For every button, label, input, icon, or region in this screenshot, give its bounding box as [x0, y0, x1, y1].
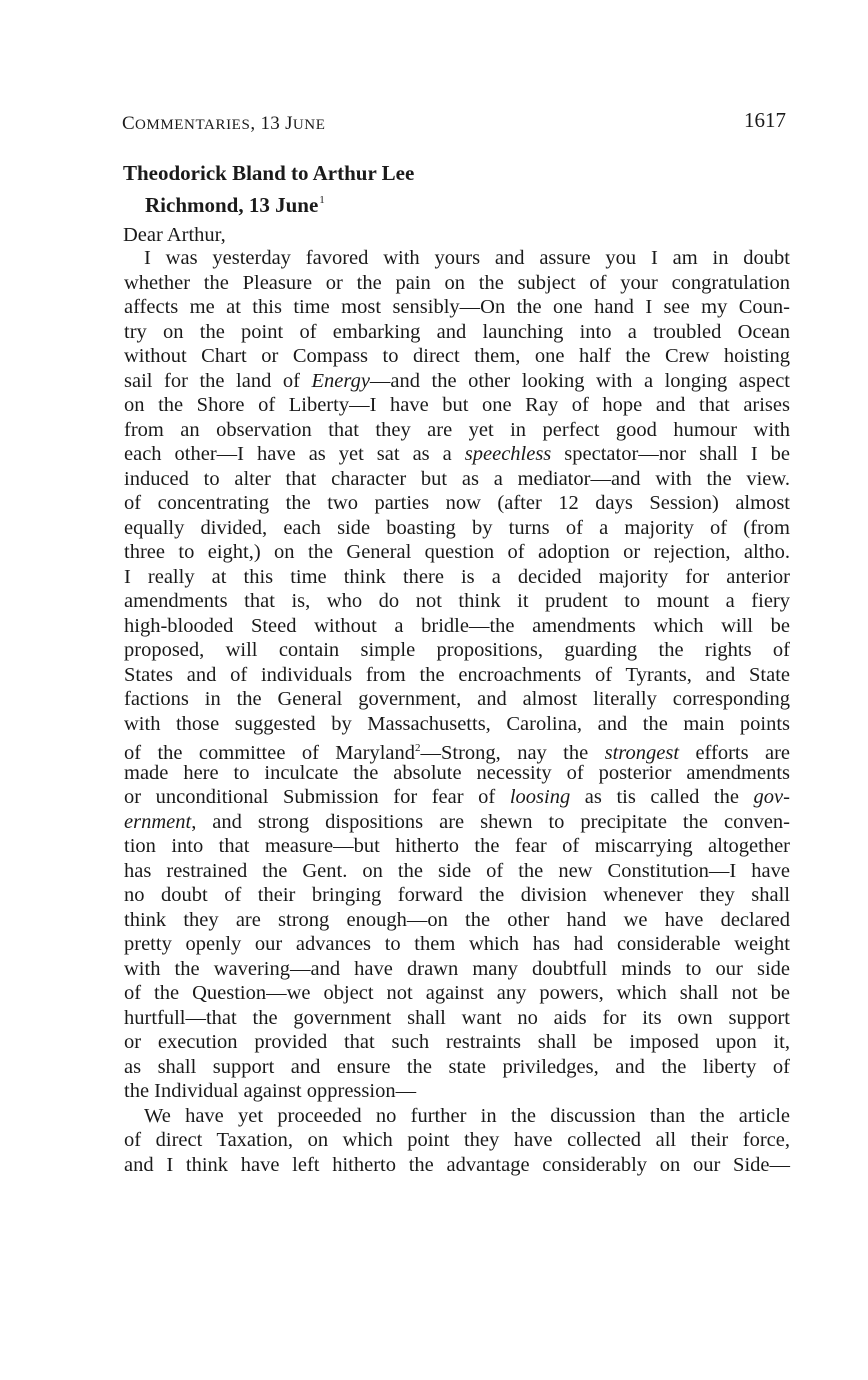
body-line: has restrained the Gent. on the side of the new Constitution—I have — [124, 859, 790, 882]
body-line: pretty openly our advances to them which has had considerable weight — [124, 933, 790, 955]
running-head-month-smallcaps: UNE — [292, 117, 326, 133]
italic-run: ernment — [124, 810, 192, 833]
body-line: and I think have left hitherto the advantage considerably on our Side— — [124, 1153, 790, 1176]
body-line — [124, 736, 790, 764]
salutation: Dear Arthur, — [123, 224, 226, 246]
letter-heading — [123, 160, 414, 219]
body-line: States and of individuals from the encroachments of Tyrants, and State — [124, 663, 790, 686]
footnote-ref-1: 1 — [319, 194, 325, 206]
body-line: induced to alter that character but as a mediator—and with the view. — [124, 467, 790, 490]
footnote-ref-2: 2 — [415, 742, 421, 754]
text-run: , and strong dispositions are shewn to precipitate the conven- — [191, 810, 790, 833]
italic-run: gov- — [753, 786, 790, 808]
body-line: affects me at this time most sensibly—On the one hand I see my Coun- — [124, 296, 790, 318]
body-line — [124, 442, 790, 466]
body-line: equally divided, each side boasting by turns of a majority of (from — [124, 516, 790, 539]
text-run: —Strong, nay the — [420, 742, 605, 764]
body-line: of concentrating the two parties now (after 12 days Session) almost — [124, 492, 790, 514]
body-line: with the wavering—and have drawn many doubtfull minds to our side — [124, 957, 790, 980]
body-line: three to eight,) on the General question of adoption or rejection, altho. — [124, 541, 790, 563]
body-line: amendments that is, who do not think it prudent to mount a fiery — [124, 590, 790, 612]
italic-run: speechless — [464, 443, 552, 465]
body-line: hurtfull—that the government shall want no aids for its own support — [124, 1006, 790, 1029]
italic-run: loosing — [509, 786, 571, 808]
body-line — [124, 785, 790, 809]
body-line: on the Shore of Liberty—I have but one Ray of hope and that arises — [124, 394, 790, 416]
text-run: —and the other looking with a longing aspect — [369, 369, 790, 392]
body-line: I was yesterday favored with yours and assure you I am in doubt — [144, 247, 790, 269]
text-run: efforts are — [679, 742, 790, 764]
text-run: as tis called the — [570, 786, 754, 808]
body-line: from an observation that they are yet in perfect good humour with — [124, 418, 790, 441]
body-line: as shall support and ensure the state priviledges, and the liberty of — [124, 1055, 790, 1078]
body-line: proposed, will contain simple propositions, guarding the rights of — [124, 639, 790, 661]
italic-run: strongest — [604, 742, 680, 764]
place-date-text: Richmond, 13 June — [145, 193, 319, 217]
body-line: of direct Taxation, on which point they have collected all their force, — [124, 1129, 790, 1151]
body-line: the Individual against oppression— — [124, 1080, 417, 1102]
body-line: high-blooded Steed without a bridle—the amendments which will be — [124, 614, 790, 637]
text-run: or unconditional Submission for fear of — [124, 786, 510, 808]
text-run: each other—I have as yet sat as a — [124, 443, 465, 465]
running-head — [122, 113, 325, 135]
text-run: of the committee of Maryland — [124, 742, 415, 764]
letter-title: Theodorick Bland to Arthur Lee — [123, 161, 415, 185]
body-line: whether the Pleasure or the pain on the subject of your congratulation — [124, 271, 790, 294]
running-head-date: , 13 — [250, 113, 286, 134]
body-line: factions in the General government, and almost literally corresponding — [124, 688, 790, 710]
body-line: or execution provided that such restraints shall be imposed upon it, — [124, 1031, 790, 1053]
body-line: We have yet proceeded no further in the discussion than the article — [144, 1104, 790, 1127]
body-line — [124, 369, 790, 393]
body-line: tion into that measure—but hitherto the fear of miscarrying altogether — [124, 835, 790, 857]
page-number: 1617 — [744, 108, 786, 132]
body-line: try on the point of embarking and launching into a troubled Ocean — [124, 320, 790, 343]
italic-run: Energy — [311, 369, 370, 392]
text-run: sail for the land of — [124, 369, 312, 392]
body-line: no doubt of their bringing forward the division whenever they shall — [124, 884, 790, 906]
body-line: made here to inculcate the absolute necessity of posterior amendments — [124, 761, 790, 784]
body-line: without Chart or Compass to direct them, one half the Crew hoisting — [124, 345, 790, 367]
letter-place-date — [123, 187, 414, 219]
running-head-cap: C — [122, 113, 135, 134]
body-line: I really at this time think there is a decided majority for anterior — [124, 565, 790, 588]
body-line: with those suggested by Massachusetts, Carolina, and the main points — [124, 712, 790, 735]
body-line: of the Question—we object not against any powers, which shall not be — [124, 982, 790, 1004]
body-line — [124, 810, 790, 834]
text-run: spectator—nor shall I be — [551, 443, 791, 465]
running-head-month-cap: J — [285, 113, 293, 134]
running-head-smallcaps: OMMENTARIES — [134, 117, 251, 133]
body-line: think they are strong enough—on the other hand we have declared — [124, 908, 790, 931]
